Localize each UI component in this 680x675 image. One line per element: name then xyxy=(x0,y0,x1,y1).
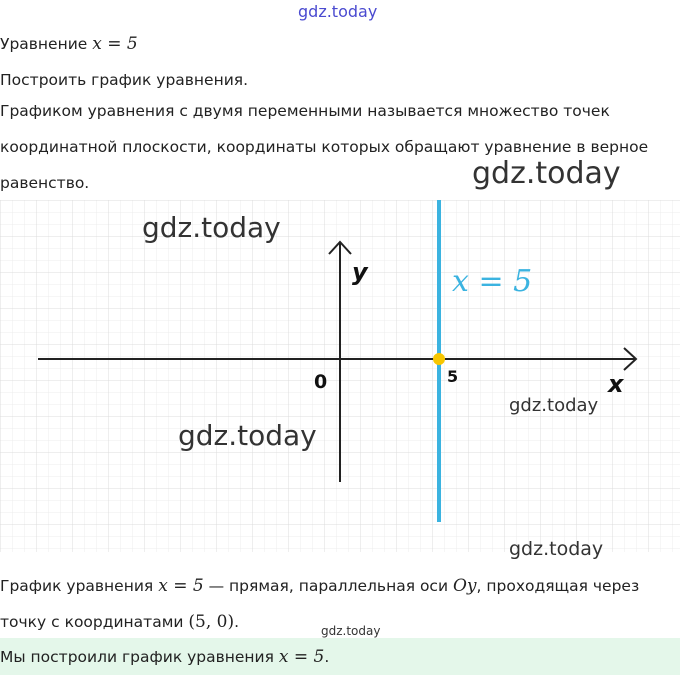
answer-text xyxy=(0,647,329,667)
answer-equation: x = 5 xyxy=(278,647,325,667)
conclusion-text-c: , проходящая через xyxy=(476,577,640,595)
definition-line-2: координатной плоскости, координаты которых обращают уравнение в верное xyxy=(0,138,649,156)
coordinate-graph xyxy=(0,200,680,552)
answer-suffix: . xyxy=(324,648,330,666)
conclusion-equation: x = 5 xyxy=(158,576,204,596)
line-label: x = 5 xyxy=(452,264,533,299)
conclusion-text-b: — прямая, параллельная оси xyxy=(208,577,449,595)
intersection-point xyxy=(433,353,445,365)
conclusion-line-1 xyxy=(0,576,639,596)
conclusion-point: (5, 0) xyxy=(188,612,235,632)
title-prefix: Уравнение xyxy=(0,35,88,53)
watermark-graph-3: gdz.today xyxy=(509,395,599,416)
x-axis-label: x xyxy=(608,370,624,398)
watermark-small-bottom: gdz.today xyxy=(321,624,381,638)
watermark-graph-1: gdz.today xyxy=(142,211,281,244)
answer-prefix: Мы построили график уравнения xyxy=(0,648,274,666)
problem-title xyxy=(0,34,138,54)
conclusion-text-e: . xyxy=(234,613,240,631)
watermark-graph-2: gdz.today xyxy=(178,419,317,452)
definition-line-3: равенство. xyxy=(0,174,90,192)
conclusion-line-2 xyxy=(0,612,239,632)
watermark-right-top: gdz.today xyxy=(472,156,621,191)
conclusion-text-d: точку с координатами xyxy=(0,613,184,631)
task-text: Построить график уравнения. xyxy=(0,71,249,89)
title-equation: x = 5 xyxy=(92,34,138,54)
conclusion-text-a: График уравнения xyxy=(0,577,154,595)
conclusion-axis: Oy xyxy=(452,576,477,596)
origin-label: 0 xyxy=(314,371,328,393)
tick-label-5: 5 xyxy=(447,367,459,386)
watermark-top: gdz.today xyxy=(298,2,378,21)
watermark-below-graph: gdz.today xyxy=(509,538,604,560)
definition-line-1: Графиком уравнения с двумя переменными называется множество точек xyxy=(0,102,610,120)
answer-box xyxy=(0,638,680,675)
y-axis-label: y xyxy=(352,258,368,286)
